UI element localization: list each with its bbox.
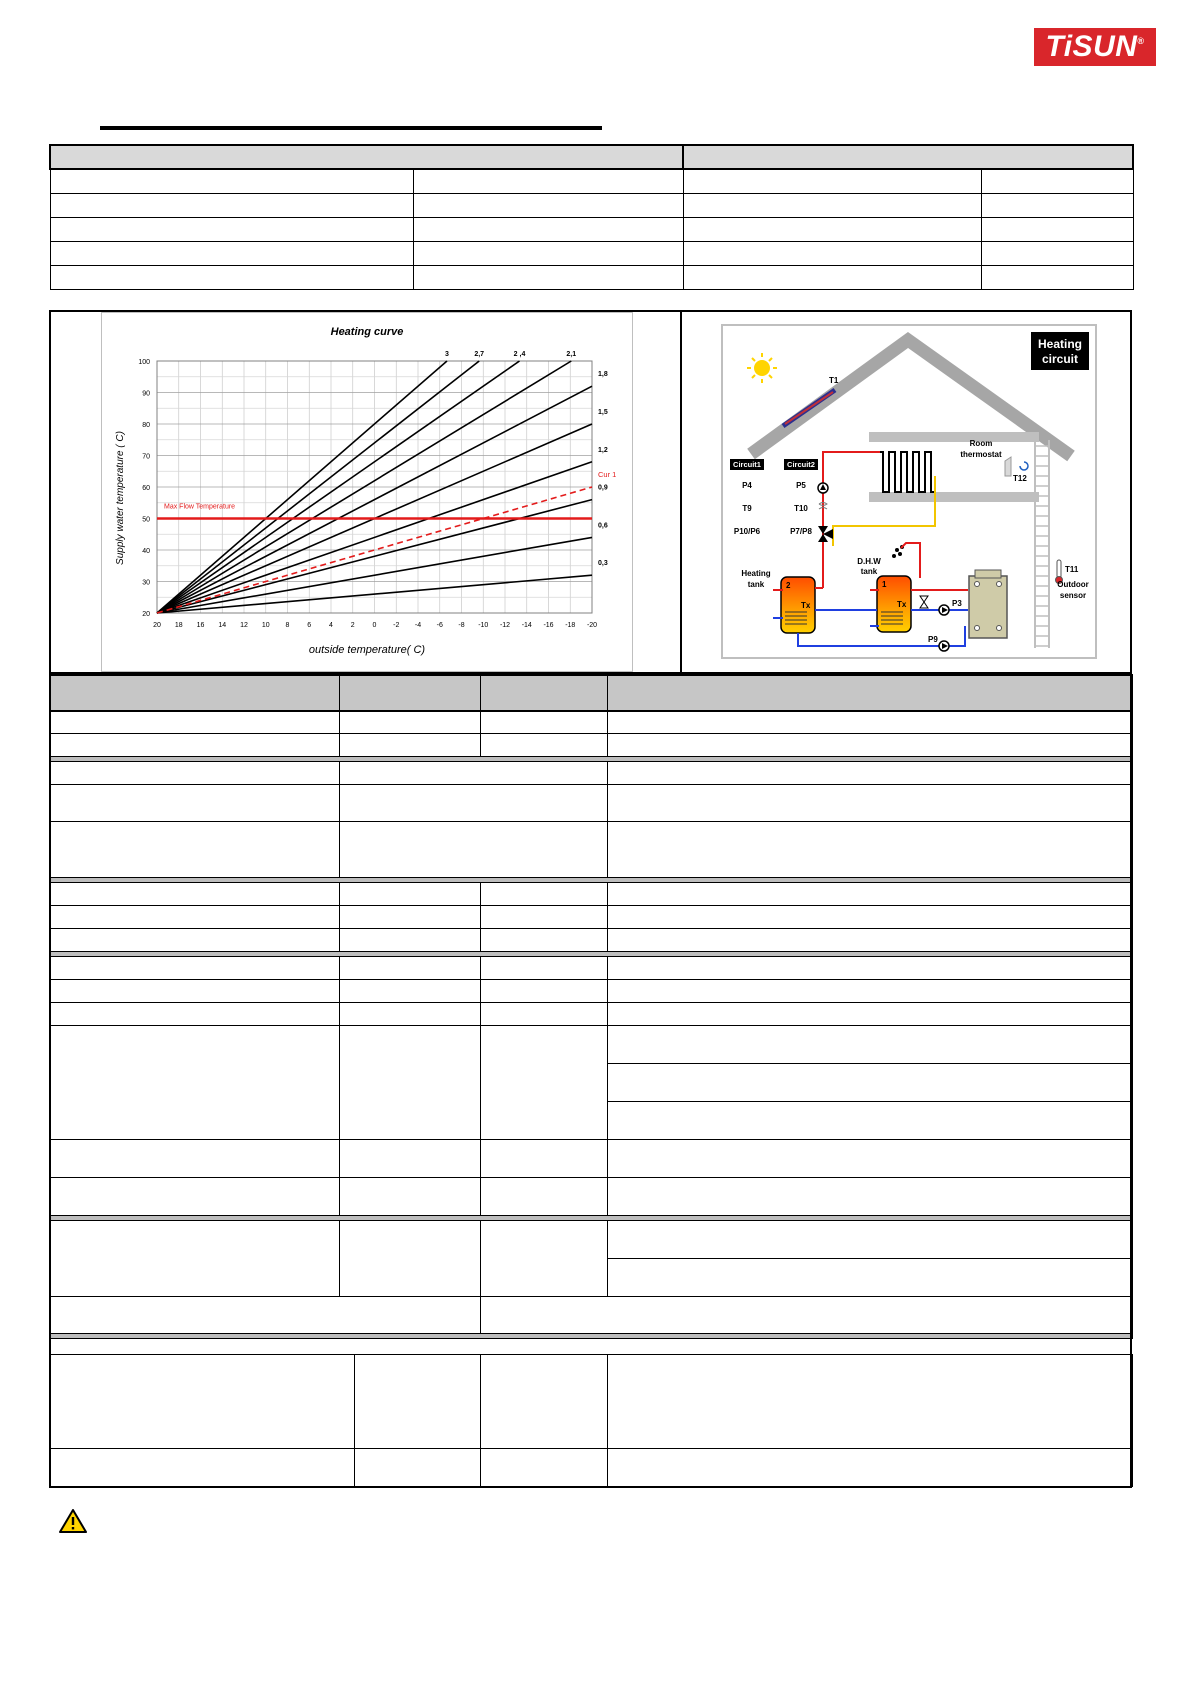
param-cell: [608, 1102, 1133, 1140]
param-cell: [50, 957, 340, 980]
param-cell: [481, 1297, 1133, 1334]
param-cell: [608, 734, 1133, 757]
curve-label: 1,5: [598, 409, 608, 416]
curve-label: 2,1: [566, 351, 577, 358]
chart-svg: [102, 313, 632, 671]
param-cell: [50, 785, 340, 822]
param-cell: [340, 785, 608, 822]
y-tick-label: 30: [142, 579, 150, 587]
outdoor-label: Outdoor: [1057, 580, 1089, 589]
spec-cell: [683, 217, 981, 241]
x-tick-label: 16: [196, 622, 205, 629]
y-tick-label: 50: [142, 516, 150, 524]
param-cell: [608, 1026, 1133, 1064]
heating-circuit-diagram: [721, 324, 1097, 659]
param-cell: [50, 883, 340, 906]
spec-table: [49, 144, 1134, 290]
section-separator: [50, 1334, 1133, 1339]
spec-cell: [683, 169, 981, 193]
spec-cell: [413, 169, 683, 193]
param-cell: [608, 762, 1133, 785]
param-cell: [340, 906, 481, 929]
param-cell: [340, 711, 481, 734]
t1-label: T1: [829, 376, 839, 385]
curve-label: 0,6: [598, 522, 608, 530]
param-cell: [608, 1140, 1133, 1178]
x-tick-label: 10: [261, 622, 270, 629]
param-cell: [355, 1355, 481, 1449]
y-tick-label: 100: [138, 359, 150, 366]
curve-label: 1,2: [598, 446, 608, 454]
curve-label: 2,7: [474, 351, 485, 358]
spec-cell: [683, 241, 981, 265]
param-cell: [481, 1026, 608, 1140]
heating-tank-label-1: Heating: [741, 569, 771, 578]
shower-icon: [892, 543, 920, 578]
x-tick-label: -18: [565, 622, 576, 629]
hp-port-2: [997, 582, 1002, 587]
spec-cell: [413, 241, 683, 265]
y-tick-label: 40: [142, 548, 150, 555]
spec-cell: [50, 169, 413, 193]
parameter-table: [49, 674, 1133, 1339]
x-tick-label: -14: [521, 622, 532, 629]
param-cell: [50, 929, 340, 952]
spec-cell: [50, 217, 413, 241]
p10p6-label: P10/P6: [733, 527, 761, 536]
param-cell: [608, 711, 1133, 734]
spec-cell: [981, 265, 1133, 289]
badge-line1: Heating: [1037, 337, 1083, 351]
param-cell: [481, 1355, 608, 1449]
tank2-number: 2: [786, 581, 791, 590]
diagram-svg: [723, 326, 1095, 657]
param-cell: [481, 929, 608, 952]
param-cell: [50, 1449, 355, 1487]
tank1-tx: Tx: [897, 600, 907, 609]
param-cell: [340, 1026, 481, 1140]
x-tick-label: 8: [285, 622, 290, 629]
spec-cell: [981, 217, 1133, 241]
param-cell: [608, 1259, 1133, 1297]
upper-floor: [869, 432, 1039, 442]
param-cell: [340, 980, 481, 1003]
wall-ladder: [1035, 440, 1049, 648]
param-cell: [481, 1449, 608, 1487]
cur1-label: Cur 1: [598, 470, 617, 479]
param-cell: [340, 822, 608, 878]
param-cell: [608, 883, 1133, 906]
param-cell: [608, 980, 1133, 1003]
param-cell: [608, 1003, 1133, 1026]
param-cell: [50, 1221, 340, 1297]
param-cell: [340, 1221, 481, 1297]
param-cell: [481, 906, 608, 929]
param-cell: [340, 1140, 481, 1178]
param-cell: [608, 1449, 1133, 1487]
circuit2-label: Circuit2: [787, 460, 815, 469]
spec-cell: [981, 169, 1133, 193]
figure-divider: [680, 311, 682, 673]
chart-title: Heating curve: [330, 326, 404, 338]
spec-cell: [683, 265, 981, 289]
valve-bottom: [920, 602, 928, 608]
param-cell: [608, 1355, 1133, 1449]
t11-label: T11: [1065, 565, 1079, 574]
param-cell: [608, 929, 1133, 952]
param-cell: [481, 1178, 608, 1216]
x-tick-label: -10: [478, 622, 489, 629]
param-cell: [50, 734, 340, 757]
x-tick-label: 0: [372, 622, 377, 629]
y-tick-label: 60: [142, 485, 150, 492]
sun-icon: [747, 353, 777, 383]
thermostat-signal-icon: [1020, 462, 1028, 470]
param-cell: [50, 1026, 340, 1140]
param-cell: [50, 1140, 340, 1178]
chart-y-label: Supply water temperature ( C): [115, 431, 126, 565]
spec-header-right: [683, 145, 1133, 169]
param-cell: [608, 1064, 1133, 1102]
param-cell: [481, 957, 608, 980]
tank1-number: 1: [882, 580, 887, 589]
hp-port-3: [975, 626, 980, 631]
chart-x-label: outside temperature( C): [308, 644, 426, 656]
param-cell: [481, 1221, 608, 1297]
room-thermostat-icon: [1005, 457, 1011, 476]
param-cell: [481, 883, 608, 906]
lower-floor: [869, 492, 1039, 502]
param-cell: [50, 1178, 340, 1216]
dhw-label-1: D.H.W: [857, 557, 881, 566]
param-cell: [50, 980, 340, 1003]
tisun-logo: TiSUN®: [1034, 28, 1156, 66]
param-cell: [608, 906, 1133, 929]
curve-label: 0,9: [598, 484, 608, 492]
tank2-tx: Tx: [801, 601, 811, 610]
curve-label: 1,8: [598, 371, 608, 379]
p5-label: P5: [796, 481, 806, 490]
param-cell: [50, 822, 340, 878]
spec-cell: [981, 193, 1133, 217]
room-label: Room: [969, 439, 993, 448]
x-tick-label: -2: [393, 622, 400, 629]
max-flow-label: Max Flow Temperature: [164, 503, 236, 511]
spec-cell: [50, 265, 413, 289]
spec-header-left: [50, 145, 683, 169]
thermostat-label: thermostat: [960, 450, 1002, 459]
curve-label: 2 ,4: [513, 351, 526, 358]
title-underline: [100, 126, 602, 130]
curve-label: 0,3: [598, 560, 608, 568]
spec-cell: [683, 193, 981, 217]
param-cell: [340, 1178, 481, 1216]
curve-label: 3: [445, 351, 449, 358]
hp-port-4: [997, 626, 1002, 631]
param-cell: [50, 1355, 355, 1449]
t12-label: T12: [1013, 474, 1027, 483]
hp-port-1: [975, 582, 980, 587]
x-tick-label: 6: [307, 622, 312, 629]
p3-label: P3: [952, 599, 962, 608]
sensor-label: sensor: [1059, 591, 1087, 600]
spec-cell: [50, 241, 413, 265]
y-tick-label: 90: [142, 390, 150, 398]
param-cell: [481, 711, 608, 734]
t9-label: T9: [742, 504, 752, 513]
param-cell: [50, 1003, 340, 1026]
x-tick-label: 20: [153, 622, 161, 629]
dhw-label-2: tank: [860, 567, 878, 576]
spec-cell: [413, 265, 683, 289]
param-cell: [608, 1221, 1133, 1259]
param-cell: [608, 822, 1133, 878]
p9-label: P9: [928, 635, 938, 644]
param-cell: [481, 1140, 608, 1178]
param-header-name: [50, 675, 340, 711]
param-cell: [340, 762, 608, 785]
param-cell: [50, 711, 340, 734]
t10-label: T10: [794, 504, 808, 513]
heating-curve-chart: [101, 312, 633, 672]
y-tick-label: 70: [142, 453, 150, 461]
param-cell: [608, 785, 1133, 822]
param-cell: [50, 1297, 481, 1334]
x-tick-label: -4: [414, 622, 422, 629]
param-cell: [340, 734, 481, 757]
p7p8-label: P7/P8: [790, 527, 812, 536]
warning-icon: [58, 1508, 88, 1534]
x-tick-label: -20: [586, 622, 598, 629]
param-cell: [340, 1003, 481, 1026]
param-cell: [355, 1449, 481, 1487]
x-tick-label: -12: [499, 622, 511, 629]
x-tick-label: -8: [458, 622, 465, 629]
param-cell: [608, 1178, 1133, 1216]
x-tick-label: -16: [543, 622, 554, 629]
param-header-desc: [608, 675, 1133, 711]
spec-cell: [413, 217, 683, 241]
x-tick-label: -6: [436, 622, 443, 629]
parameter-table-bottom: [49, 1354, 1133, 1487]
param-cell: [50, 906, 340, 929]
spec-cell: [981, 241, 1133, 265]
y-tick-label: 20: [142, 611, 150, 618]
param-cell: [50, 762, 340, 785]
param-cell: [340, 929, 481, 952]
y-tick-label: 80: [142, 422, 150, 429]
radiator-coil: [878, 452, 936, 492]
x-tick-label: 14: [218, 622, 227, 629]
param-cell: [340, 883, 481, 906]
spec-cell: [50, 193, 413, 217]
param-cell: [481, 734, 608, 757]
x-tick-label: 18: [174, 622, 183, 629]
param-cell: [340, 957, 481, 980]
badge-line2: circuit: [1041, 352, 1079, 366]
param-header-col2: [340, 675, 481, 711]
x-tick-label: 2: [350, 622, 355, 629]
heat-pump-top: [975, 570, 1001, 578]
spec-cell: [413, 193, 683, 217]
circuit1-label: Circuit1: [733, 460, 761, 469]
p4-label: P4: [742, 481, 752, 490]
x-tick-label: 4: [329, 622, 333, 629]
x-tick-label: 12: [240, 622, 248, 629]
param-header-col3: [481, 675, 608, 711]
param-cell: [481, 980, 608, 1003]
heating-tank-label-2: tank: [747, 580, 765, 589]
param-cell: [608, 957, 1133, 980]
param-cell: [481, 1003, 608, 1026]
